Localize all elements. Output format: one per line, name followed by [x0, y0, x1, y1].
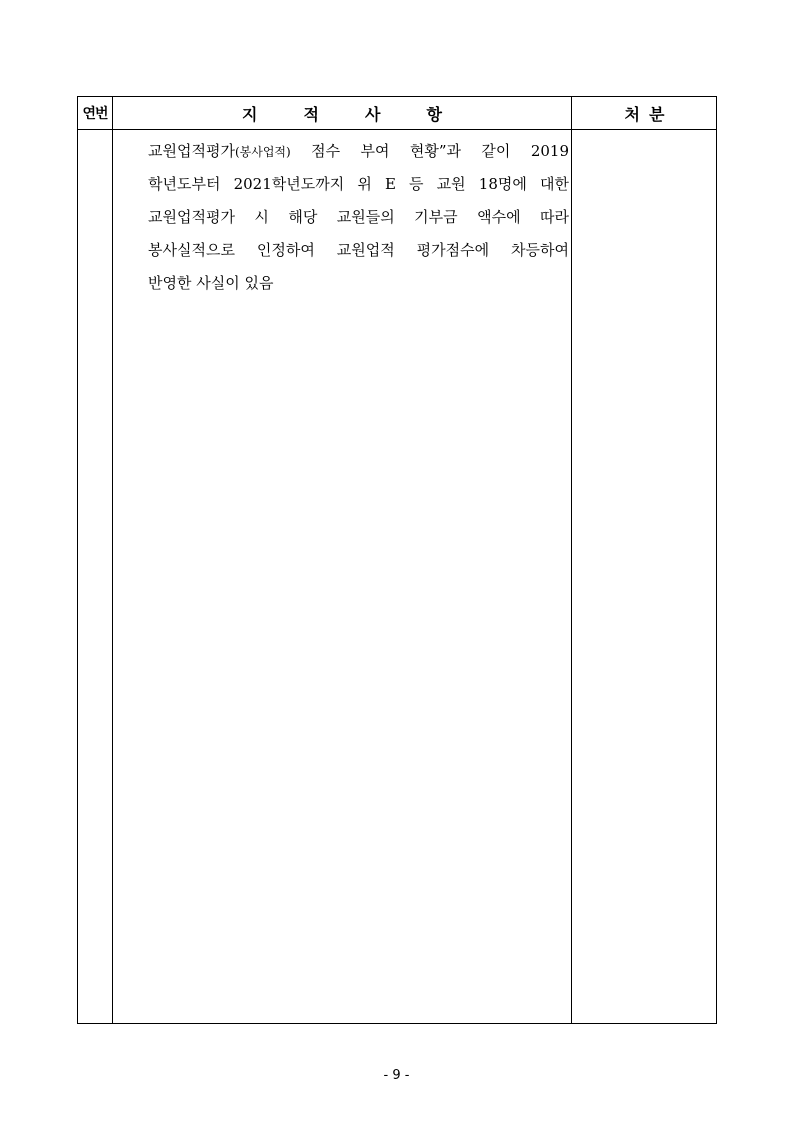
header-serial-label: 연번: [82, 106, 108, 122]
header-findings: [113, 97, 571, 129]
column-divider-serial: [112, 97, 113, 1023]
audit-findings-table: [77, 96, 717, 1024]
page-number: - 9 -: [383, 1068, 410, 1083]
header-findings-char: 지: [242, 104, 258, 124]
findings-line-segment: 점수 부여 현황”과 같이 2019: [290, 142, 569, 160]
findings-line: 학년도부터 2021학년도까지 위 E 등 교원 18명에 대한: [148, 175, 569, 193]
findings-text-block: [148, 135, 569, 300]
header-disposition-label: [625, 102, 665, 125]
findings-line: [148, 135, 569, 168]
header-disposition-char: 처: [624, 104, 640, 124]
header-findings-char: 항: [426, 104, 442, 124]
header-disposition: [572, 97, 717, 129]
column-divider-disposition: [571, 97, 572, 1023]
findings-line: 봉사실적으로 인정하여 교원업적 평가점수에 차등하여: [148, 241, 569, 259]
header-findings-label: [242, 102, 442, 125]
header-serial-number: [78, 97, 112, 129]
header-findings-char: 적: [303, 104, 319, 124]
findings-line-small-segment: (봉사업적): [234, 145, 291, 159]
table-header-row: [78, 97, 716, 130]
findings-line: 반영한 사실이 있음: [148, 274, 274, 292]
header-findings-char: 사: [365, 104, 381, 124]
findings-line: 교원업적평가 시 해당 교원들의 기부금 액수에 따라: [148, 208, 569, 226]
header-disposition-char: 분: [649, 104, 665, 124]
findings-line-segment: 교원업적평가: [148, 142, 235, 160]
